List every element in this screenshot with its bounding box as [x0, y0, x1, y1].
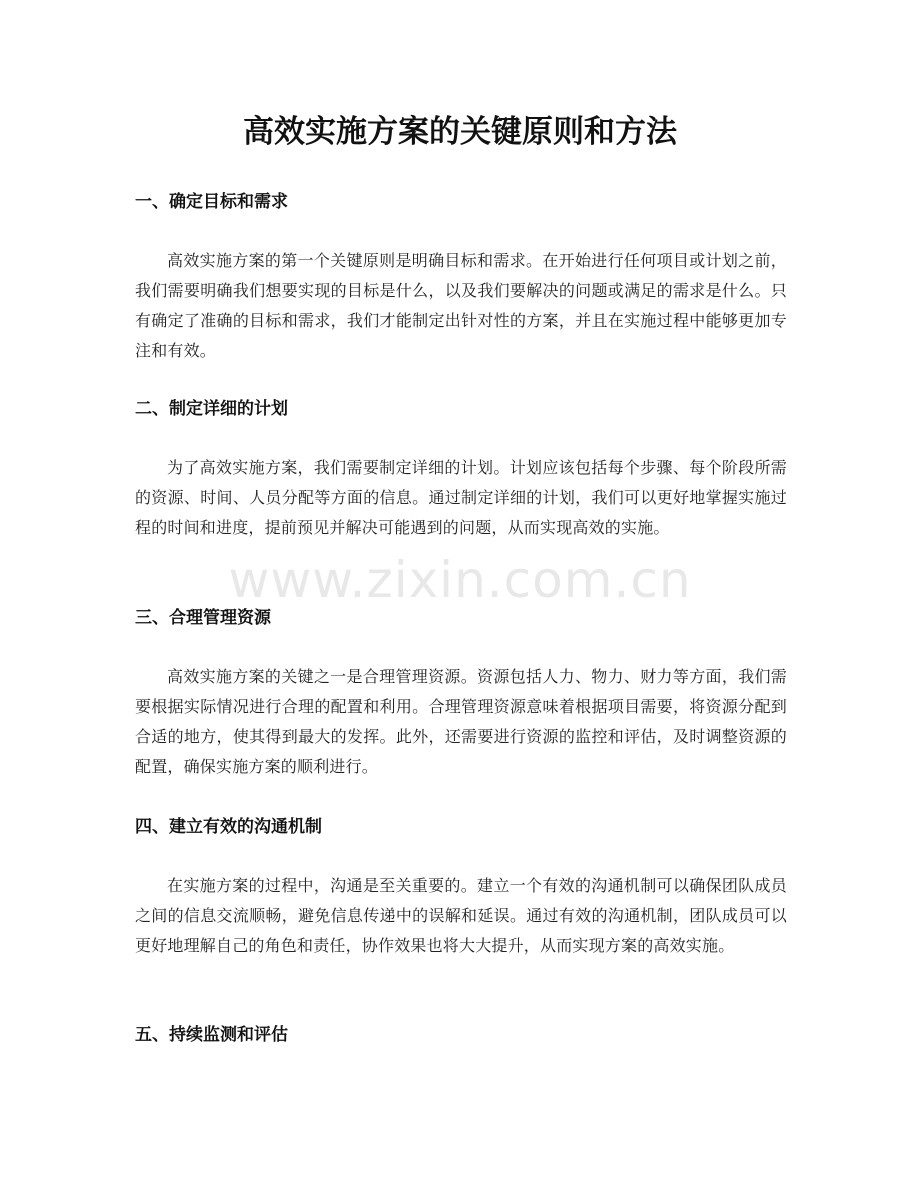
- section-monitoring: [135, 1023, 787, 1047]
- section-resources: [135, 606, 787, 782]
- section-heading: 四、建立有效的沟通机制: [135, 817, 322, 837]
- section-paragraph: 在实施方案的过程中，沟通是至关重要的。建立一个有效的沟通机制可以确保团队成员之间的信息交流顺畅，避免信息传递中的误解和延误。通过有效的沟通机制，团队成员可以更好地理解自己的角色和责任，协作效果也将大大提升，从而实现方案的高效实施。: [135, 876, 787, 955]
- section-heading: 二、制定详细的计划: [135, 399, 288, 419]
- watermark: www.zixin.com.cn: [228, 551, 692, 609]
- section-plan: [135, 397, 787, 543]
- section-paragraph: 为了高效实施方案，我们需要制定详细的计划。计划应该包括每个步骤、每个阶段所需的资源、时间、人员分配等方面的信息。通过制定详细的计划，我们可以更好地掌握实施过程的时间和进度，提前预见并解决可能遇到的问题，从而实现高效的实施。: [135, 458, 787, 537]
- section-heading: 一、确定目标和需求: [135, 192, 288, 212]
- section-heading: 三、合理管理资源: [135, 608, 271, 628]
- section-paragraph: 高效实施方案的第一个关键原则是明确目标和需求。在开始进行任何项目或计划之前，我们需要明确我们想要实现的目标是什么，以及我们要解决的问题或满足的需求是什么。只有确定了准确的目标和需求，我们才能制定出针对性的方案，并且在实施过程中能够更加专注和有效。: [135, 251, 787, 360]
- section-communication: [135, 815, 787, 961]
- document-title: 高效实施方案的关键原则和方法: [243, 114, 677, 150]
- section-paragraph: 高效实施方案的关键之一是合理管理资源。资源包括人力、物力、财力等方面，我们需要根据实际情况进行合理的配置和利用。合理管理资源意味着根据项目需要，将资源分配到合适的地方，使其得到最大的发挥。此外，还需要进行资源的监控和评估，及时调整资源的配置，确保实施方案的顺利进行。: [135, 667, 787, 776]
- section-heading: 五、持续监测和评估: [135, 1025, 288, 1045]
- section-goals: [135, 190, 787, 366]
